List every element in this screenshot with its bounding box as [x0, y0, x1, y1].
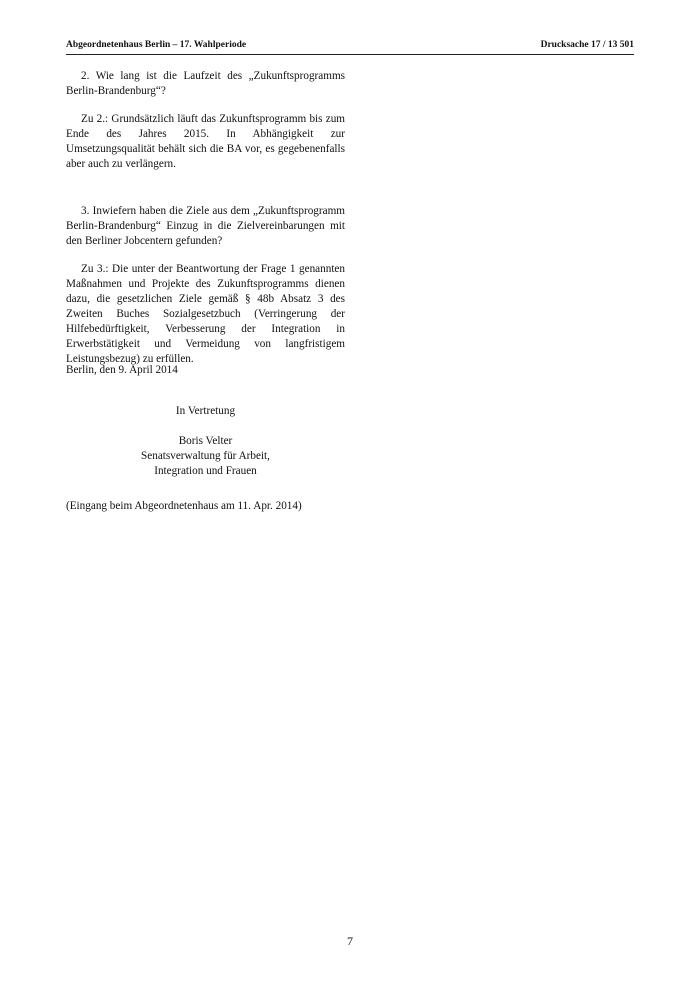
page-number: 7 — [347, 934, 353, 948]
receipt-note: (Eingang beim Abgeordnetenhaus am 11. Apr. 2014) — [66, 500, 302, 512]
in-vertretung-label: In Vertretung — [175, 405, 236, 417]
answer-2: Zu 2.: Grundsätzlich läuft das Zukunftsprogramm bis zum Ende des Jahres 2015. In Abhängigkeit zur Umsetzungsqualität behält sich die BA vor, es gegebenenfalls aber auch zu verlängern. — [66, 113, 345, 170]
question-3: 3. Inwiefern haben die Ziele aus dem „Zukunftsprogramm Berlin-Brandenburg“ Einzug in die Zielvereinbarungen mit den Berliner Jobcentern gefunden? — [66, 205, 345, 247]
signatory-office-line-1: Senatsverwaltung für Arbeit, — [141, 450, 270, 462]
header-parliament-label: Abgeordnetenhaus Berlin – 17. Wahlperiode — [66, 40, 247, 50]
page-header — [66, 40, 634, 55]
signatory-name: Boris Velter — [178, 435, 233, 447]
question-2: 2. Wie lang ist die Laufzeit des „Zukunftsprogramms Berlin-Brandenburg“? — [66, 70, 345, 97]
date-line: Berlin, den 9. April 2014 — [66, 364, 178, 376]
text-column — [66, 69, 345, 367]
signature-block — [66, 434, 345, 479]
answer-3: Zu 3.: Die unter der Beantwortung der Frage 1 genannten Maßnahmen und Projekte des Zukunftsprogramms dienen dazu, die gesetzlichen Ziele gemäß § 48b Absatz 3 des Zweiten Buches Sozialgesetzbuch (Verringerung der Hilfebedürftigkeit, Verbesserung der Integration in Erwerbstätigkeit und Vermeidung von langfristigem Leistungsbezug) zu erfüllen. — [66, 263, 345, 365]
header-document-number: Drucksache 17 / 13 501 — [540, 40, 634, 50]
signatory-office-line-2: Integration und Frauen — [154, 465, 257, 477]
